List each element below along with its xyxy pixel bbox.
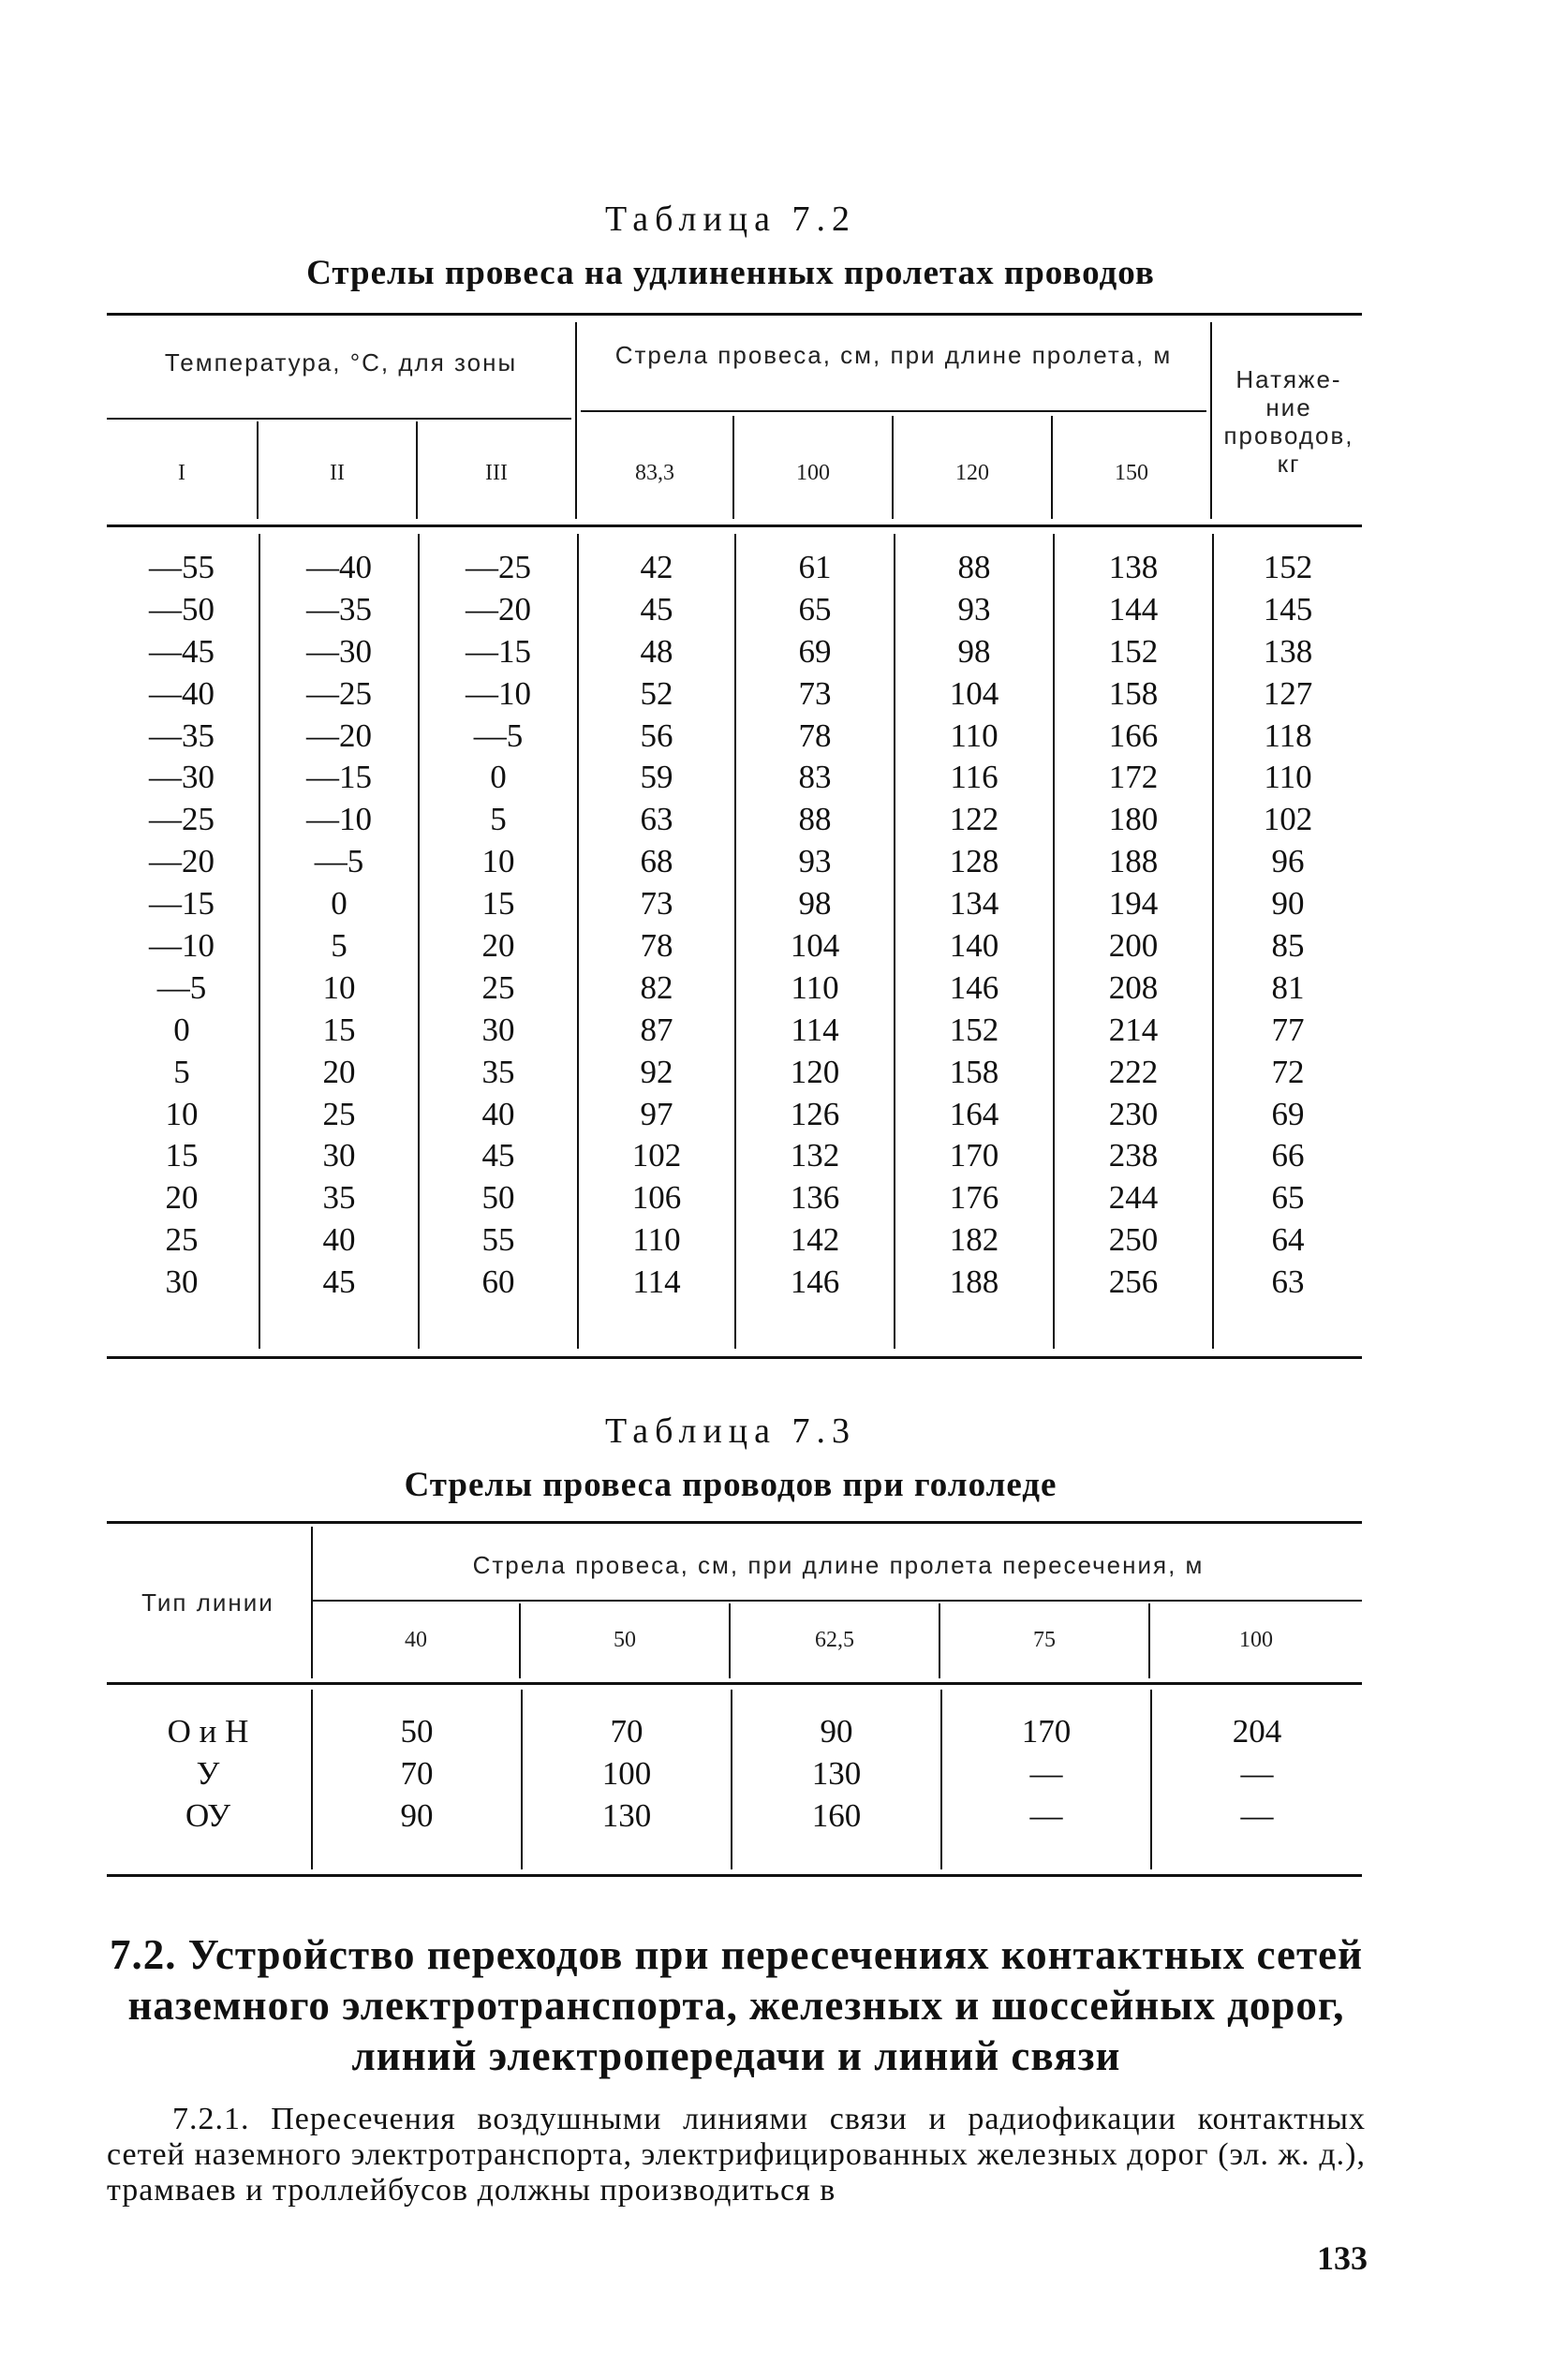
table-cell: 145 xyxy=(1263,590,1313,628)
table-cell: 142 xyxy=(790,1221,840,1259)
table-7-3 xyxy=(107,1521,1362,1877)
table-cell: 78 xyxy=(798,716,832,754)
column-zone-1 xyxy=(107,547,257,1304)
header-temperature: Температура, °С, для зоны xyxy=(164,348,518,377)
table-7-2 xyxy=(107,313,1362,1360)
table-top-rule xyxy=(107,1521,1362,1524)
table-cell: 73 xyxy=(640,885,673,923)
table-bottom-rule xyxy=(107,1356,1362,1359)
table-cell: —10 xyxy=(306,801,372,838)
table-cell: 170 xyxy=(1021,1713,1072,1750)
table-cell: —5 xyxy=(473,716,524,754)
table-cell: 15 xyxy=(322,1011,356,1048)
table-cell: 30 xyxy=(165,1263,199,1301)
table-cell: —10 xyxy=(466,674,531,712)
table-cell: 250 xyxy=(1108,1221,1159,1259)
table-cell: 164 xyxy=(949,1095,999,1132)
header-sag: Стрела провеса, см, при длине пролета, м xyxy=(614,341,1173,369)
column-span-100 xyxy=(736,547,894,1304)
table-cell: 176 xyxy=(949,1179,999,1217)
zone-label: II xyxy=(330,461,345,485)
table-cell: 114 xyxy=(791,1011,839,1048)
span-label: 75 xyxy=(1033,1628,1056,1652)
table-cell: 100 xyxy=(601,1755,652,1792)
table-cell: 152 xyxy=(1108,632,1159,670)
zone-label: III xyxy=(485,461,508,485)
table-cell: —25 xyxy=(306,674,372,712)
table-cell: 20 xyxy=(165,1179,199,1217)
table-cell: 160 xyxy=(811,1797,862,1834)
table-cell: —30 xyxy=(149,759,214,796)
table-cell: 180 xyxy=(1108,801,1159,838)
table-cell: 104 xyxy=(790,927,840,965)
table-cell: —20 xyxy=(306,716,372,754)
header-divider xyxy=(311,1527,313,1678)
column-span-40 xyxy=(313,1710,521,1837)
table-cell: —15 xyxy=(149,885,214,923)
table-cell: 81 xyxy=(1271,968,1305,1006)
table-7-3-label: Таблица 7.3 xyxy=(604,1411,857,1451)
table-cell: 88 xyxy=(798,801,832,838)
table-cell: 152 xyxy=(949,1011,999,1048)
table-cell: 102 xyxy=(1263,801,1313,838)
table-cell: —55 xyxy=(149,549,214,585)
table-cell: 110 xyxy=(950,716,998,754)
table-cell: —5 xyxy=(314,843,364,880)
span-label: 150 xyxy=(1115,461,1148,485)
table-cell: —25 xyxy=(466,549,531,585)
span-label: 100 xyxy=(1239,1628,1273,1652)
table-cell: 158 xyxy=(1108,674,1159,712)
table-cell: У xyxy=(196,1755,220,1792)
table-cell: 30 xyxy=(481,1011,515,1048)
table-cell: 194 xyxy=(1108,885,1159,923)
table-cell: 98 xyxy=(798,885,832,923)
column-line-type xyxy=(107,1710,309,1837)
span-label: 120 xyxy=(955,461,989,485)
table-7-3-title: Стрелы провеса проводов при гололеде xyxy=(404,1466,1058,1504)
table-cell: 61 xyxy=(798,549,832,585)
table-cell: 10 xyxy=(481,843,515,880)
table-cell: 0 xyxy=(173,1011,190,1048)
table-cell: 30 xyxy=(322,1137,356,1174)
zone-label: I xyxy=(178,461,185,485)
column-span-100 xyxy=(1152,1710,1362,1837)
table-cell: — xyxy=(1240,1755,1274,1792)
table-cell: 244 xyxy=(1108,1179,1159,1217)
table-cell: 10 xyxy=(322,968,356,1006)
table-cell: 42 xyxy=(640,549,673,585)
table-cell: 90 xyxy=(820,1713,853,1750)
table-cell: 68 xyxy=(640,843,673,880)
table-cell: 256 xyxy=(1108,1263,1159,1301)
table-cell: 48 xyxy=(640,632,673,670)
table-cell: 222 xyxy=(1108,1053,1159,1090)
table-cell: О и Н xyxy=(167,1713,249,1750)
table-cell: —45 xyxy=(149,632,214,670)
table-cell: 128 xyxy=(949,843,999,880)
table-cell: ОУ xyxy=(185,1797,231,1834)
table-cell: — xyxy=(1240,1797,1274,1834)
table-cell: —15 xyxy=(306,759,372,796)
column-tension xyxy=(1214,547,1362,1304)
header-divider xyxy=(1210,322,1212,519)
table-cell: 0 xyxy=(331,885,348,923)
table-cell: 92 xyxy=(640,1053,673,1090)
table-cell: 188 xyxy=(1108,843,1159,880)
span-label: 83,3 xyxy=(635,461,674,485)
page-number: 133 xyxy=(1317,2239,1368,2277)
table-cell: 106 xyxy=(631,1179,682,1217)
table-cell: 40 xyxy=(322,1221,356,1259)
table-cell: 15 xyxy=(481,885,515,923)
table-cell: 77 xyxy=(1271,1011,1305,1048)
table-cell: 118 xyxy=(1264,716,1312,754)
table-cell: —15 xyxy=(466,632,531,670)
table-cell: 63 xyxy=(1271,1263,1305,1301)
table-cell: 102 xyxy=(631,1137,682,1174)
span-label: 100 xyxy=(796,461,830,485)
table-cell: 144 xyxy=(1108,590,1159,628)
table-cell: 82 xyxy=(640,968,673,1006)
table-bottom-rule xyxy=(107,1874,1362,1877)
table-cell: 85 xyxy=(1271,927,1305,965)
table-cell: 110 xyxy=(1264,759,1312,796)
sag-subheader-rule xyxy=(311,1600,1362,1602)
table-cell: —35 xyxy=(149,716,214,754)
column-span-75 xyxy=(942,1710,1150,1837)
table-cell: 90 xyxy=(1271,885,1305,923)
table-cell: 93 xyxy=(798,843,832,880)
table-cell: 110 xyxy=(791,968,839,1006)
table-cell: 50 xyxy=(400,1713,434,1750)
table-cell: 152 xyxy=(1263,549,1313,585)
table-cell: 45 xyxy=(481,1137,515,1174)
table-cell: —5 xyxy=(156,968,207,1006)
header-bottom-rule xyxy=(107,524,1362,527)
table-cell: 96 xyxy=(1271,843,1305,880)
column-zone-2 xyxy=(260,547,418,1304)
table-cell: —20 xyxy=(466,590,531,628)
table-cell: 5 xyxy=(490,801,507,838)
column-span-120 xyxy=(895,547,1053,1304)
temp-subheader-rule xyxy=(107,418,571,420)
table-cell: 130 xyxy=(601,1797,652,1834)
table-cell: 52 xyxy=(640,674,673,712)
table-cell: 134 xyxy=(949,885,999,923)
table-cell: 188 xyxy=(949,1263,999,1301)
table-cell: 70 xyxy=(400,1755,434,1792)
table-cell: 114 xyxy=(632,1263,681,1301)
table-cell: 45 xyxy=(322,1263,356,1301)
table-cell: 88 xyxy=(957,549,991,585)
table-cell: —40 xyxy=(306,549,372,585)
sag-subheader-rule xyxy=(581,410,1206,412)
table-cell: 122 xyxy=(949,801,999,838)
column-span-62-5 xyxy=(732,1710,940,1837)
table-cell: 238 xyxy=(1108,1137,1159,1174)
table-cell: 214 xyxy=(1108,1011,1159,1048)
table-7-2-title: Стрелы провеса на удлиненных пролетах проводов xyxy=(306,254,1155,292)
column-span-50 xyxy=(523,1710,731,1837)
header-sag: Стрела провеса, см, при длине пролета пересечения, м xyxy=(472,1551,1205,1579)
table-top-rule xyxy=(107,313,1362,316)
span-label: 50 xyxy=(614,1628,636,1652)
section-heading: 7.2. Устройство переходов при пересечениях контактных сетей наземного электротранспорта, железных и шоссейных дорог, линий электропередачи и линий связи xyxy=(109,1931,1364,2079)
table-cell: 45 xyxy=(640,590,673,628)
table-cell: 0 xyxy=(490,759,507,796)
table-cell: 208 xyxy=(1108,968,1159,1006)
header-tension: Натяже-ние проводов, кг xyxy=(1223,365,1354,478)
table-cell: 116 xyxy=(950,759,998,796)
table-cell: 35 xyxy=(322,1179,356,1217)
table-cell: 97 xyxy=(640,1095,673,1132)
table-cell: 87 xyxy=(640,1011,673,1048)
table-cell: 66 xyxy=(1271,1137,1305,1174)
table-cell: 83 xyxy=(798,759,832,796)
table-cell: 69 xyxy=(798,632,832,670)
table-cell: 35 xyxy=(481,1053,515,1090)
table-cell: 10 xyxy=(165,1095,199,1132)
column-span-83-3 xyxy=(579,547,734,1304)
table-cell: 204 xyxy=(1232,1713,1282,1750)
table-cell: 182 xyxy=(949,1221,999,1259)
table-cell: —35 xyxy=(306,590,372,628)
table-cell: 146 xyxy=(949,968,999,1006)
table-cell: 25 xyxy=(165,1221,199,1259)
header-line-type: Тип линии xyxy=(141,1588,274,1617)
column-zone-3 xyxy=(420,547,577,1304)
header-bottom-rule xyxy=(107,1682,1362,1685)
table-cell: 65 xyxy=(798,590,832,628)
table-cell: 69 xyxy=(1271,1095,1305,1132)
table-cell: — xyxy=(1029,1797,1063,1834)
table-cell: 73 xyxy=(798,674,832,712)
table-cell: 25 xyxy=(481,968,515,1006)
table-cell: — xyxy=(1029,1755,1063,1792)
table-cell: 132 xyxy=(790,1137,840,1174)
table-cell: 110 xyxy=(632,1221,681,1259)
table-cell: 64 xyxy=(1271,1221,1305,1259)
table-cell: 56 xyxy=(640,716,673,754)
table-cell: 65 xyxy=(1271,1179,1305,1217)
table-cell: —40 xyxy=(149,674,214,712)
table-cell: 98 xyxy=(957,632,991,670)
table-cell: 140 xyxy=(949,927,999,965)
table-cell: 90 xyxy=(400,1797,434,1834)
section-paragraph: 7.2.1. Пересечения воздушными линиями связи и радиофикации контактных сетей наземного электротранспорта, электрифицированных железных дорог (эл. ж. д.), трамваев и троллейбусов должны производиться в xyxy=(107,2102,1366,2208)
table-cell: 200 xyxy=(1108,927,1159,965)
table-cell: 50 xyxy=(481,1179,515,1217)
table-cell: —20 xyxy=(149,843,214,880)
table-cell: 72 xyxy=(1271,1053,1305,1090)
table-7-2-label: Таблица 7.2 xyxy=(604,199,857,239)
column-span-150 xyxy=(1055,547,1212,1304)
table-cell: 230 xyxy=(1108,1095,1159,1132)
table-cell: 158 xyxy=(949,1053,999,1090)
table-cell: 15 xyxy=(165,1137,199,1174)
table-cell: 59 xyxy=(640,759,673,796)
table-cell: 5 xyxy=(173,1053,190,1090)
table-cell: 104 xyxy=(949,674,999,712)
table-cell: 136 xyxy=(790,1179,840,1217)
table-cell: 126 xyxy=(790,1095,840,1132)
span-label: 40 xyxy=(405,1628,427,1652)
table-cell: 60 xyxy=(481,1263,515,1301)
table-cell: 130 xyxy=(811,1755,862,1792)
table-cell: 166 xyxy=(1108,716,1159,754)
table-cell: 55 xyxy=(481,1221,515,1259)
table-cell: 138 xyxy=(1108,549,1159,585)
table-cell: 63 xyxy=(640,801,673,838)
table-cell: 172 xyxy=(1108,759,1159,796)
table-cell: 70 xyxy=(610,1713,643,1750)
table-cell: 138 xyxy=(1263,632,1313,670)
table-cell: 25 xyxy=(322,1095,356,1132)
table-cell: 78 xyxy=(640,927,673,965)
table-cell: 20 xyxy=(481,927,515,965)
table-cell: 20 xyxy=(322,1053,356,1090)
table-cell: —30 xyxy=(306,632,372,670)
table-cell: —25 xyxy=(149,801,214,838)
header-divider xyxy=(575,322,577,519)
table-cell: 5 xyxy=(331,927,348,965)
table-cell: 93 xyxy=(957,590,991,628)
table-cell: —50 xyxy=(149,590,214,628)
table-cell: —10 xyxy=(149,927,214,965)
span-label: 62,5 xyxy=(815,1628,854,1652)
table-cell: 170 xyxy=(949,1137,999,1174)
table-cell: 120 xyxy=(790,1053,840,1090)
table-cell: 127 xyxy=(1263,674,1313,712)
table-cell: 146 xyxy=(790,1263,840,1301)
table-cell: 40 xyxy=(481,1095,515,1132)
